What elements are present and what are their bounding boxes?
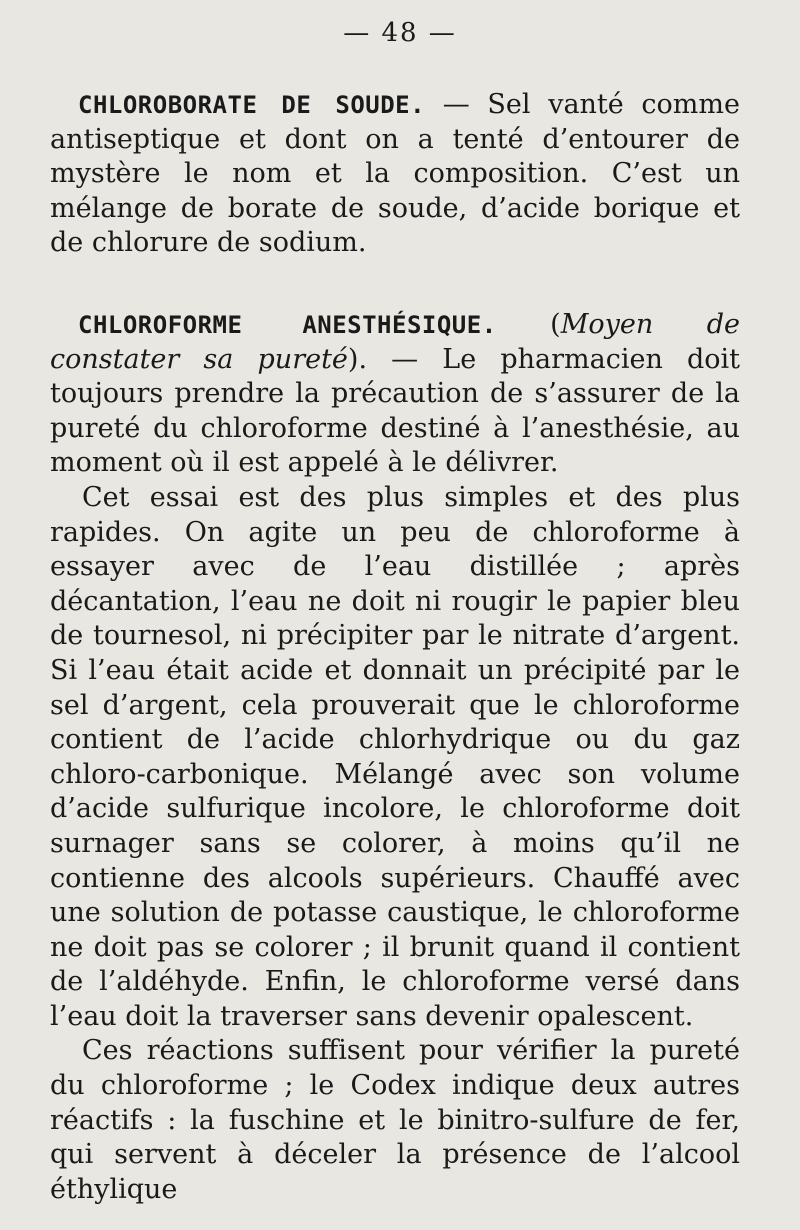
dash: — [425,89,488,120]
entry-paragraph [50,308,740,481]
entry-heading: CHLOROFORME ANESTHÉSIQUE. [78,311,497,339]
entry-paragraph: Ces réactions suffisent pour vérifier la pureté du chloroforme ; le Codex indique deux autres réactifs : la fuschine et le binitro-sulfure de fer, qui servent à déceler la présence de l’alcool éthylique [50,1035,740,1205]
entry-subtitle: Moyen de constater sa pureté [50,309,740,375]
entry-chloroforme [50,308,740,1207]
entry-chloroborate [50,88,740,261]
entry-paragraph [50,88,740,261]
subtitle-close: ). [347,343,368,375]
entry-text: Sel vanté comme antiseptique et dont on a tenté d’entourer de mystère le nom et la composition. C’est un mélange de borate de soude, d’acide borique et de chlorure de sodium. [50,89,740,259]
entry-heading: CHLOROBORATE DE SOUDE. [78,91,426,119]
entry-text: Le pharmacien doit toujours prendre la précaution de s’assurer de la pureté du chloroforme destiné à l’anesthésie, au moment où il est appelé à le délivrer. [50,343,740,479]
page-number: — 48 — [343,18,457,48]
entry-paragraph: Cet essai est des plus simples et des plus rapides. On agite un peu de chloroforme à essayer avec de l’eau distillée ; après décantation, l’eau ne doit ni rougir le papier bleu de tournesol, ni précipiter par le nitrate d’argent. Si l’eau était acide et donnait un précipité par le sel d’argent, cela prouverait que le chloroforme contient de l’acide chlorhydrique ou du gaz chloro-carbonique. Mélangé avec son volume d’acide sulfurique incolore, le chloroforme doit surnager sans se colorer, à moins qu’il ne contienne des alcools supérieurs. Chauffé avec une solution de potasse caustique, le chloroforme ne doit pas se colorer ; il brunit quand il contient de l’aldéhyde. Enfin, le chloroforme versé dans l’eau doit la traverser sans devenir opalescent. [50,481,740,1032]
dash: — [367,343,443,375]
subtitle-open: ( [496,309,561,340]
